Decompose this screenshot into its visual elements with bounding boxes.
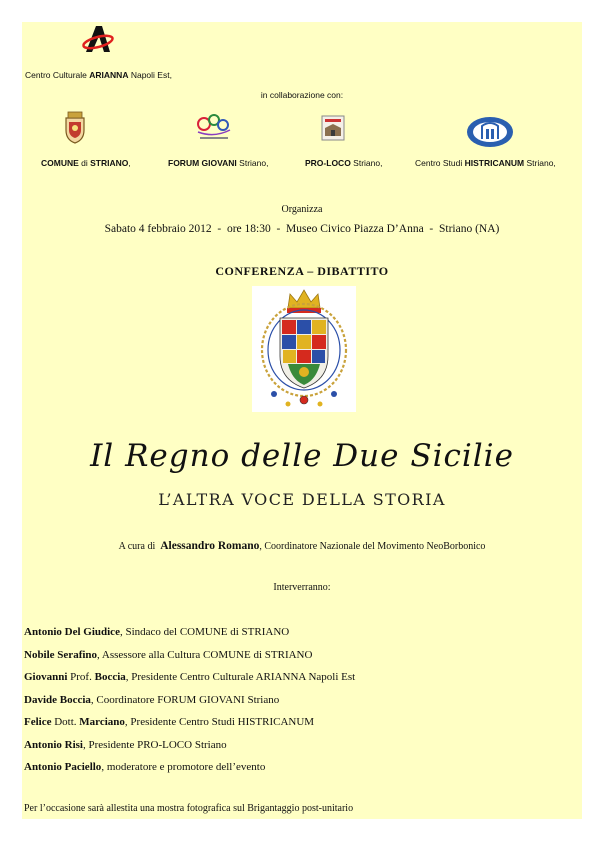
partner-comune-name: COMUNE [41, 158, 79, 168]
speaker-role: , Presidente Centro Studi HISTRICANUM [124, 716, 315, 728]
speaker-item [24, 711, 355, 734]
speaker-title: Prof. [67, 671, 95, 683]
partner-histricanum-town: Striano, [524, 158, 556, 168]
footer-note: Per l’occasione sarà allestita una mostra fotografica sul Brigantaggio post-unitario [24, 803, 354, 814]
speaker-role: , Presidente PRO-LOCO Striano [83, 738, 227, 751]
speaker-role: , Coordinatore FORUM GIOVANI Striano [90, 693, 280, 706]
speaker-item [24, 756, 355, 779]
partner-forum-town: Striano, [236, 158, 269, 168]
partner-comune-town: STRIANO [90, 158, 129, 168]
curator-line [22, 540, 582, 552]
speaker-surname: Boccia [94, 671, 126, 683]
speaker-name: Antonio Paciello [24, 761, 102, 773]
speaker-item [24, 689, 355, 712]
organizer-suffix: Napoli Est, [128, 70, 172, 80]
collaboration-label: in collaborazione con: [260, 90, 344, 100]
partner-forum [168, 158, 268, 168]
speaker-name: Antonio Risi [24, 738, 83, 751]
subtitle: L’ALTRA VOCE DELLA STORIA [158, 490, 446, 509]
curator-role: , Coordinatore Nazionale del Movimento NeoBorbonico [259, 541, 486, 552]
speaker-role: , Presidente Centro Culturale ARIANNA Napoli Est [125, 671, 356, 683]
forum-giovani-logo-icon [192, 110, 236, 144]
partner-histricanum-prefix: Centro Studi [415, 158, 465, 168]
organizer-prefix: Centro Culturale [25, 70, 90, 80]
comune-crest-icon [60, 110, 90, 144]
partner-comune-end: , [128, 158, 131, 168]
partner-proloco-name: PRO-LOCO [305, 158, 351, 168]
proloco-logo-icon [320, 114, 346, 142]
organizer-name: ARIANNA [89, 70, 129, 80]
event-details: Sabato 4 febbraio 2012 - ore 18:30 - Museo Civico Piazza D’Anna - Striano (NA) [104, 223, 500, 235]
speaker-role: , Sindaco del COMUNE di STRIANO [119, 626, 290, 638]
partner-histricanum-name: HISTRICANUM [464, 158, 525, 168]
speaker-name: Felice [24, 716, 52, 728]
speaker-name: Davide Boccia [24, 693, 91, 706]
curator-name: Alessandro Romano [160, 540, 260, 552]
speaker-name: Nobile Serafino [24, 648, 98, 661]
histricanum-logo-icon [465, 115, 515, 149]
coat-of-arms-icon [252, 286, 356, 412]
curator-prefix: A cura di [118, 541, 161, 552]
main-title: Il Regno delle Due Sicilie [90, 438, 514, 474]
speaker-role: , moderatore e promotore dell’evento [101, 761, 266, 773]
speakers-list [24, 621, 355, 779]
speaker-item [24, 734, 355, 757]
organizer-line [25, 70, 172, 80]
speaker-surname: Marciano [79, 716, 125, 728]
event-type: CONFERENZA – DIBATTITO [215, 264, 389, 278]
arianna-logo-icon [80, 24, 116, 54]
poster-page [22, 22, 582, 819]
speaker-item [24, 621, 355, 644]
speaker-role: , Assessore alla Cultura COMUNE di STRIANO [97, 648, 313, 661]
partner-histricanum [415, 158, 556, 168]
speaker-name: Giovanni [24, 671, 68, 683]
partner-proloco [305, 158, 382, 168]
interverranno-label: Interverranno: [273, 582, 331, 593]
partner-comune [41, 158, 131, 168]
organizza-label: Organizza [281, 204, 323, 215]
partner-comune-mid: di [78, 158, 91, 168]
speaker-name: Antonio Del Giudice [24, 626, 120, 638]
speaker-item [24, 644, 355, 667]
speaker-item [24, 666, 355, 689]
partner-proloco-town: Striano, [350, 158, 383, 168]
partner-forum-name: FORUM GIOVANI [168, 158, 237, 168]
speaker-title: Dott. [51, 716, 80, 728]
